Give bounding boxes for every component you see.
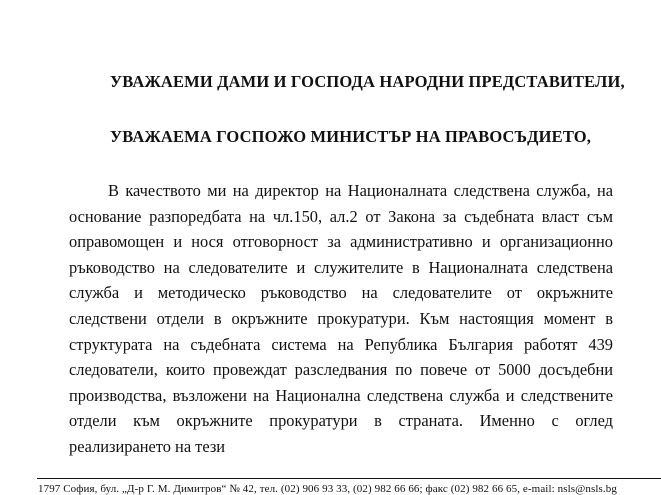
- salutation-deputies: УВАЖАЕМИ ДАМИ И ГОСПОДА НАРОДНИ ПРЕДСТАВИТЕЛИ,: [110, 72, 625, 91]
- footer-divider: [37, 478, 661, 479]
- body-paragraph: В качеството ми на директор на Националната следствена служба, на основание разпоредбата на чл.150, ал.2 от Закона за съдебната власт съм оправомощен и нося отговорност за административно и организационно ръководство на следователите и служителите в Националната следствена служба и методическо ръководство на следователите от окръжните следствени отдели в окръжните прокуратури. Към настоящия момент в структурата на съдебната система на Република България работят 439 следователи, които провеждат разследвания по повече от 5000 досъдебни производства, възложени на Национална следствена служба и следствените отдели към окръжните прокуратури в страната. Именно с оглед реализирането на тези: [69, 181, 613, 456]
- footer-address: 1797 София, бул. „Д-р Г. М. Димитров“ № 42, тел. (02) 906 93 33, (02) 982 66 66; факс (02) 982 66 65, e-mail: nsls@nsls.bg: [38, 483, 617, 495]
- salutation-minister: УВАЖАЕМА ГОСПОЖО МИНИСТЪР НА ПРАВОСЪДИЕТО,: [110, 127, 592, 146]
